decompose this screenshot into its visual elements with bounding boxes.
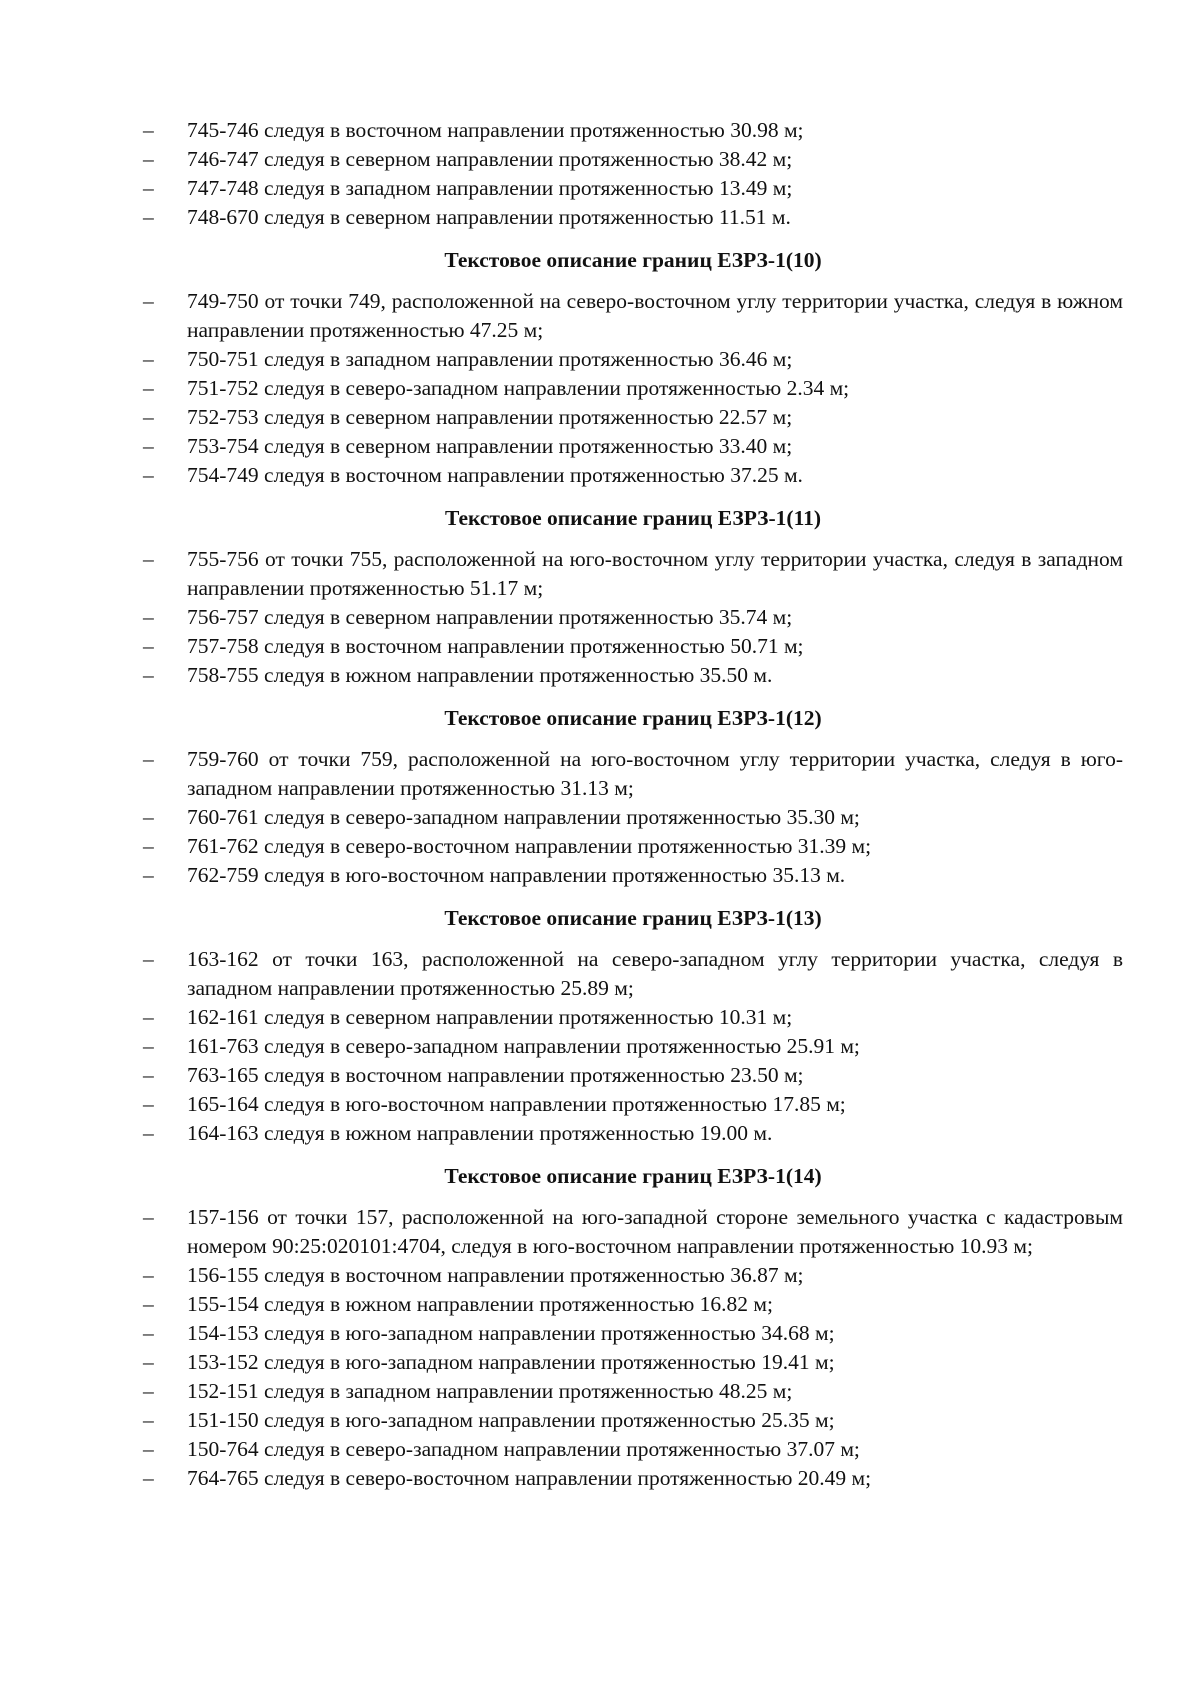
list-dash: –: [143, 463, 154, 487]
segment-text: 748-670 следуя в северном направлении протяженностью 11.51 м.: [187, 205, 791, 229]
boundary-segment-item: [143, 545, 1123, 603]
boundary-segment-item: [143, 1090, 1123, 1119]
boundary-segment-item: [143, 1261, 1123, 1290]
boundary-segment-item: [143, 116, 1123, 145]
list-dash: –: [143, 1005, 154, 1029]
segment-text: 155-154 следуя в южном направлении протяженностью 16.82 м;: [187, 1292, 773, 1316]
boundary-segment-item: [143, 1061, 1123, 1090]
section-heading: Текстовое описание границ ЕЗРЗ-1(13): [444, 906, 822, 930]
segment-text: 754-749 следуя в восточном направлении протяженностью 37.25 м.: [187, 463, 803, 487]
document-body: [143, 116, 1123, 1493]
boundary-section: [143, 904, 1123, 1148]
list-dash: –: [143, 347, 154, 371]
boundary-segment-item: [143, 1406, 1123, 1435]
list-dash: –: [143, 405, 154, 429]
segment-text: 758-755 следуя в южном направлении протяженностью 35.50 м.: [187, 663, 773, 687]
segment-text: 753-754 следуя в северном направлении протяженностью 33.40 м;: [187, 434, 793, 458]
list-dash: –: [143, 289, 154, 313]
list-dash: –: [143, 805, 154, 829]
boundary-section: [143, 1162, 1123, 1493]
section-heading: Текстовое описание границ ЕЗРЗ-1(11): [444, 506, 822, 530]
list-dash: –: [143, 1408, 154, 1432]
boundary-segment-item: [143, 1290, 1123, 1319]
list-dash: –: [143, 1350, 154, 1374]
list-dash: –: [143, 376, 154, 400]
segment-text: 152-151 следуя в западном направлении протяженностью 48.25 м;: [187, 1379, 793, 1403]
boundary-segment-item: [143, 661, 1123, 690]
list-dash: –: [143, 947, 154, 971]
segment-text: 750-751 следуя в западном направлении протяженностью 36.46 м;: [187, 347, 793, 371]
section-heading: Текстовое описание границ ЕЗРЗ-1(12): [444, 706, 822, 730]
boundary-segment-item: [143, 432, 1123, 461]
segment-text: 163-162 от точки 163, расположенной на северо-западном углу территории участка, следуя в западном направлении протяженностью 25.89 м;: [187, 947, 1123, 1000]
boundary-segment-item: [143, 461, 1123, 490]
list-dash: –: [143, 1263, 154, 1287]
boundary-segment-item: [143, 1032, 1123, 1061]
list-dash: –: [143, 747, 154, 771]
boundary-segment-item: [143, 1319, 1123, 1348]
segment-text: 154-153 следуя в юго-западном направлении протяженностью 34.68 м;: [187, 1321, 835, 1345]
boundary-segment-item: [143, 1348, 1123, 1377]
boundary-segment-item: [143, 174, 1123, 203]
segment-text: 153-152 следуя в юго-западном направлении протяженностью 19.41 м;: [187, 1350, 835, 1374]
boundary-section: [143, 504, 1123, 690]
boundary-segment-item: [143, 1435, 1123, 1464]
list-dash: –: [143, 663, 154, 687]
boundary-segment-item: [143, 945, 1123, 1003]
boundary-segment-item: [143, 374, 1123, 403]
segment-text: 165-164 следуя в юго-восточном направлении протяженностью 17.85 м;: [187, 1092, 846, 1116]
segment-text: 751-752 следуя в северо-западном направлении протяженностью 2.34 м;: [187, 376, 850, 400]
list-dash: –: [143, 1321, 154, 1345]
list-dash: –: [143, 1092, 154, 1116]
list-dash: –: [143, 118, 154, 142]
boundary-sections: [143, 246, 1123, 1493]
section-heading: Текстовое описание границ ЕЗРЗ-1(14): [444, 1164, 822, 1188]
segment-text: 761-762 следуя в северо-восточном направлении протяженностью 31.39 м;: [187, 834, 872, 858]
boundary-segment-item: [143, 832, 1123, 861]
list-dash: –: [143, 1437, 154, 1461]
segment-text: 161-763 следуя в северо-западном направлении протяженностью 25.91 м;: [187, 1034, 860, 1058]
boundary-segment-item: [143, 145, 1123, 174]
segment-text: 756-757 следуя в северном направлении протяженностью 35.74 м;: [187, 605, 793, 629]
list-dash: –: [143, 834, 154, 858]
list-dash: –: [143, 634, 154, 658]
segment-text: 763-165 следуя в восточном направлении протяженностью 23.50 м;: [187, 1063, 804, 1087]
boundary-segment-item: [143, 632, 1123, 661]
boundary-section: [143, 246, 1123, 490]
segment-text: 164-163 следуя в южном направлении протяженностью 19.00 м.: [187, 1121, 773, 1145]
segment-text: 764-765 следуя в северо-восточном направлении протяженностью 20.49 м;: [187, 1466, 872, 1490]
list-dash: –: [143, 1292, 154, 1316]
list-dash: –: [143, 1379, 154, 1403]
boundary-segment-item: [143, 745, 1123, 803]
list-dash: –: [143, 176, 154, 200]
list-dash: –: [143, 1121, 154, 1145]
segment-text: 760-761 следуя в северо-западном направлении протяженностью 35.30 м;: [187, 805, 860, 829]
segment-text: 157-156 от точки 157, расположенной на юго-западной стороне земельного участка с кадастровым номером 90:25:020101:4704, следуя в юго-восточном направлении протяженностью 10.93 м;: [187, 1205, 1123, 1258]
segment-text: 150-764 следуя в северо-западном направлении протяженностью 37.07 м;: [187, 1437, 860, 1461]
section-heading: Текстовое описание границ ЕЗРЗ-1(10): [444, 248, 822, 272]
segment-text: 759-760 от точки 759, расположенной на юго-восточном углу территории участка, следуя в юго-западном направлении протяженностью 31.13 м;: [187, 747, 1123, 800]
boundary-segment-item: [143, 1003, 1123, 1032]
list-dash: –: [143, 434, 154, 458]
boundary-section: [143, 704, 1123, 890]
boundary-segment-item: [143, 287, 1123, 345]
segment-text: 162-161 следуя в северном направлении протяженностью 10.31 м;: [187, 1005, 793, 1029]
boundary-segment-item: [143, 861, 1123, 890]
segment-text: 752-753 следуя в северном направлении протяженностью 22.57 м;: [187, 405, 793, 429]
list-dash: –: [143, 1466, 154, 1490]
list-dash: –: [143, 1205, 154, 1229]
boundary-segment-item: [143, 345, 1123, 374]
segment-text: 156-155 следуя в восточном направлении протяженностью 36.87 м;: [187, 1263, 804, 1287]
boundary-segment-item: [143, 203, 1123, 232]
list-dash: –: [143, 147, 154, 171]
boundary-segment-item: [143, 403, 1123, 432]
list-dash: –: [143, 1034, 154, 1058]
segment-text: 749-750 от точки 749, расположенной на северо-восточном углу территории участка, следуя в южном направлении протяженностью 47.25 м;: [187, 289, 1123, 342]
segment-text: 151-150 следуя в юго-западном направлении протяженностью 25.35 м;: [187, 1408, 835, 1432]
boundary-list-continued: [143, 116, 1123, 232]
list-dash: –: [143, 547, 154, 571]
segment-text: 747-748 следуя в западном направлении протяженностью 13.49 м;: [187, 176, 793, 200]
boundary-segment-item: [143, 1377, 1123, 1406]
segment-text: 746-747 следуя в северном направлении протяженностью 38.42 м;: [187, 147, 793, 171]
list-dash: –: [143, 205, 154, 229]
list-dash: –: [143, 1063, 154, 1087]
boundary-segment-item: [143, 603, 1123, 632]
boundary-segment-item: [143, 1119, 1123, 1148]
boundary-segment-item: [143, 1203, 1123, 1261]
segment-text: 745-746 следуя в восточном направлении протяженностью 30.98 м;: [187, 118, 804, 142]
list-dash: –: [143, 863, 154, 887]
list-dash: –: [143, 605, 154, 629]
segment-text: 757-758 следуя в восточном направлении протяженностью 50.71 м;: [187, 634, 804, 658]
boundary-segment-item: [143, 1464, 1123, 1493]
boundary-segment-item: [143, 803, 1123, 832]
segment-text: 762-759 следуя в юго-восточном направлении протяженностью 35.13 м.: [187, 863, 846, 887]
segment-text: 755-756 от точки 755, расположенной на юго-восточном углу территории участка, следуя в западном направлении протяженностью 51.17 м;: [187, 547, 1123, 600]
